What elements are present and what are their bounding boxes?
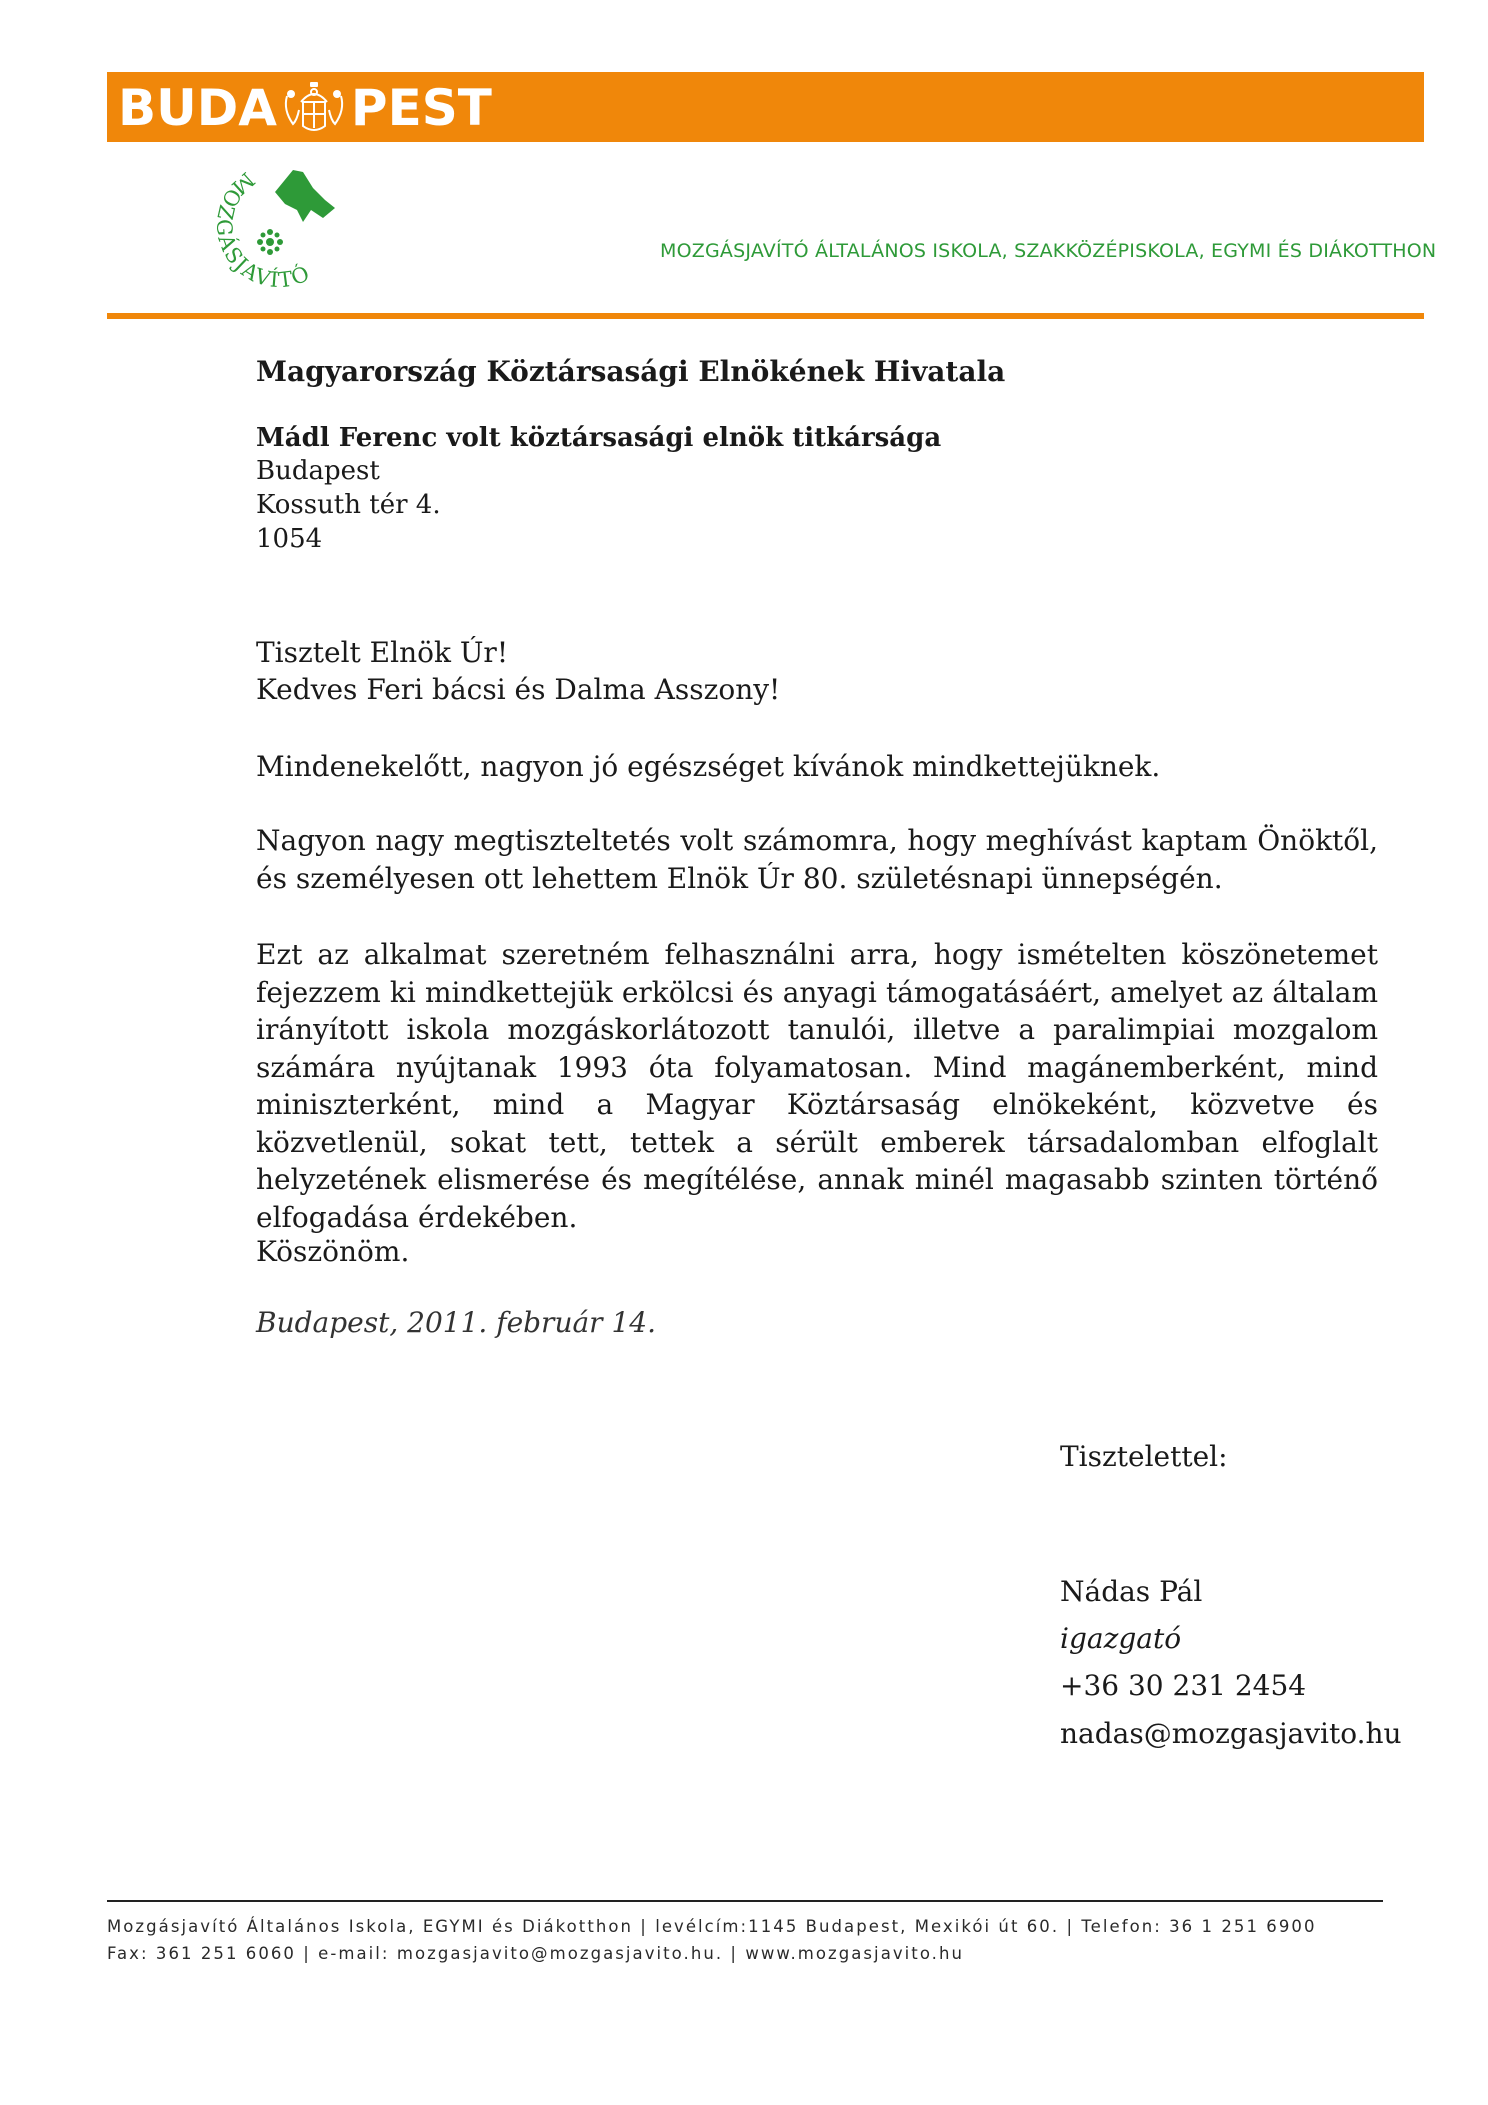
recipient-city: Budapest	[256, 456, 380, 486]
header-divider	[107, 313, 1424, 319]
school-logo-icon	[185, 152, 355, 307]
letter-date: Budapest, 2011. február 14.	[256, 1306, 656, 1339]
footer-divider	[107, 1900, 1383, 1902]
paragraph-1: Mindenekelőtt, nagyon jó egészséget kívánok mindkettejüknek.	[256, 750, 1161, 783]
signature-closing: Tisztelettel:	[1060, 1440, 1228, 1473]
recipient-street: Kossuth tér 4.	[256, 490, 441, 520]
school-logo-text: MOZGÁSJAVÍTÓ	[211, 167, 315, 293]
paragraph-2: Nagyon nagy megtiszteltetés volt számomra, hogy meghívást kaptam Önöktől, és személyesen ott lehettem Elnök Úr 80. születésnapi ünnepségén.	[256, 824, 1378, 895]
budapest-logo	[118, 80, 492, 136]
signature-phone: +36 30 231 2454	[1060, 1669, 1307, 1702]
paragraph-3: Ezt az alkalmat szeretném felhasználni arra, hogy ismételten köszönetemet fejezzem ki mindkettejük erkölcsi és anyagi támogatásáért, amelyet az általam irányított iskola mozgáskorlátozott tanulói, illetve a paralimpiai mozgalom számára nyújtanak 1993 óta folyamatosan. Mind magánemberként, mind miniszterként, mind a Magyar Köztársaság elnökeként, közvetve és közvetlenül, sokat tett, tettek a sérült emberek társadalomban elfoglalt helyzetének elismerése és megítélése, annak minél magasabb szinten történő elfogadása érdekében.	[256, 938, 1378, 1234]
budapest-crest-icon	[279, 80, 349, 136]
signature-title: igazgató	[1060, 1622, 1182, 1655]
recipient-office: Mádl Ferenc volt köztársasági elnök titkársága	[256, 423, 942, 453]
logo-text-buda: BUDA	[118, 79, 277, 137]
thanks-line: Köszönöm.	[256, 1235, 410, 1268]
recipient-organization: Magyarország Köztársasági Elnökének Hivatala	[256, 355, 1006, 388]
recipient-zip: 1054	[256, 524, 323, 554]
salutation-line-1: Tisztelt Elnök Úr!	[256, 636, 509, 669]
logo-text-pest: PEST	[350, 79, 492, 137]
salutation-line-2: Kedves Feri bácsi és Dalma Asszony!	[256, 673, 781, 706]
footer-contact-line: Fax: 361 251 6060 | e-mail: mozgasjavito@mozgasjavito.hu. | www.mozgasjavito.hu	[107, 1944, 964, 1963]
signature-name: Nádas Pál	[1060, 1575, 1203, 1608]
school-title: MOZGÁSJAVÍTÓ ÁLTALÁNOS ISKOLA, SZAKKÖZÉPISKOLA, EGYMI ÉS DIÁKOTTHON	[660, 240, 1437, 262]
signature-email: nadas@mozgasjavito.hu	[1060, 1717, 1402, 1750]
footer-address-line: Mozgásjavító Általános Iskola, EGYMI és Diákotthon | levélcím:1145 Budapest, Mexikói út 60. | Telefon: 36 1 251 6900	[107, 1917, 1317, 1936]
